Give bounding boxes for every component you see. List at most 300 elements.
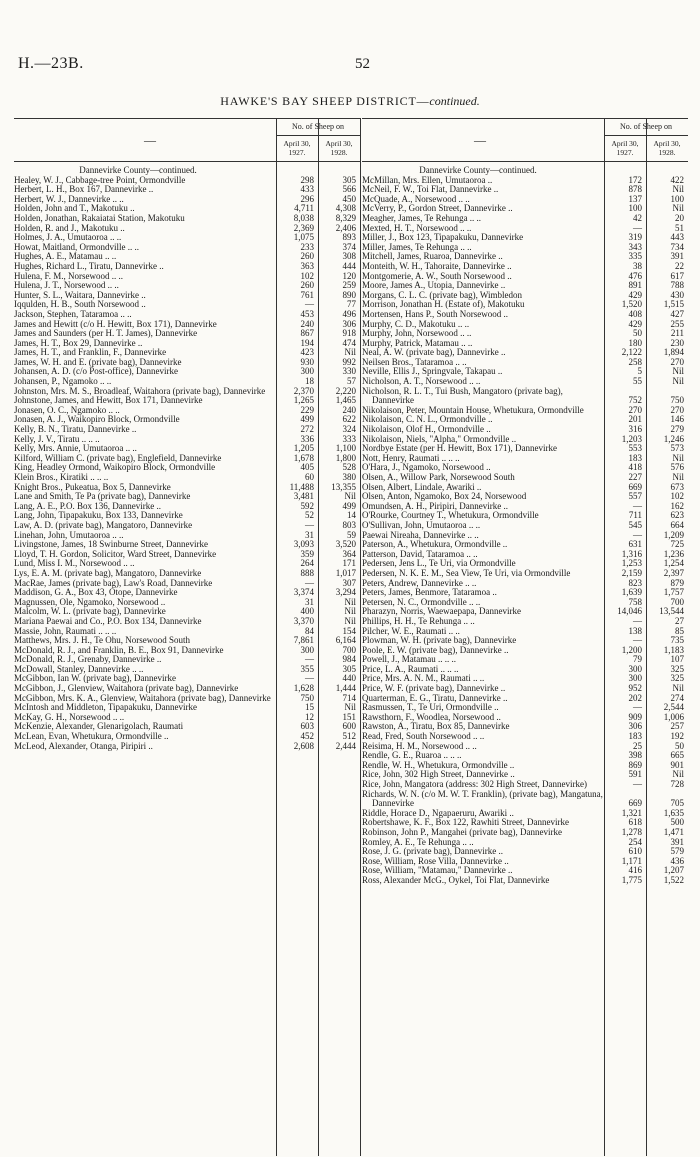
owner-name: McNeil, F. W., Toi Flat, Dannevirke .. <box>362 184 499 195</box>
sheep-1928: 576 <box>670 462 684 473</box>
sheep-1928: 1,006 <box>663 711 684 722</box>
sheep-1927: 38 <box>633 260 642 271</box>
owner-name: Johansen, A. D. (c/o Post-office), Dannevirke <box>14 366 179 377</box>
sheep-1927: 180 <box>628 337 642 348</box>
sheep-1928: 171 <box>342 558 356 569</box>
sheep-1928: 1,209 <box>663 529 684 540</box>
sheep-1927: 50 <box>633 328 642 339</box>
sheep-1927: 499 <box>300 414 314 425</box>
owner-name: James, H. T., and Franklin, F., Dannevirke <box>14 347 167 358</box>
sheep-1927: 416 <box>628 865 642 876</box>
sheep-1928: 120 <box>342 270 356 281</box>
owner-name: Price, Mrs. A. N. M., Raumati .. .. <box>362 673 485 684</box>
county-subheading <box>14 164 360 176</box>
owner-name: Rose, J. G. (private bag), Dannevirke .. <box>362 846 503 857</box>
sheep-1928: 879 <box>670 577 684 588</box>
sheep-1928: 450 <box>342 193 356 204</box>
owner-name: Mortensen, Hans P., South Norsewood .. <box>362 308 508 319</box>
sheep-1927: 1,639 <box>621 587 642 598</box>
owner-name: Iqqulden, H. B., South Norsewood .. <box>14 299 146 310</box>
owner-name: Rasmussen, T., Te Uri, Ormondville .. <box>362 702 499 713</box>
sheep-1928: 444 <box>342 260 356 271</box>
sheep-1927: 60 <box>305 472 314 482</box>
owner-name: Healey, W. J., Cabbage-tree Point, Ormondville <box>14 174 186 185</box>
sheep-1928: 100 <box>670 193 684 204</box>
owner-name: Nikolaison, Niels, "Alpha," Ormondville .. <box>362 433 517 444</box>
sheep-1927: 102 <box>300 270 314 281</box>
owner-name: Mariana Paewai and Co., P.O. Box 134, Dannevirke <box>14 615 202 626</box>
sheep-1927: 260 <box>300 280 314 291</box>
left-table-header <box>14 118 360 162</box>
sheep-1927: 55 <box>633 376 642 387</box>
sheep-1928: 59 <box>347 529 356 540</box>
page-title <box>0 94 700 109</box>
owner-name: Ross, Alexander McG., Oykel, Toi Flat, Dannevirke <box>362 874 550 885</box>
sheep-1927: 233 <box>300 241 314 252</box>
owner-name: Linehan, John, Umutaoroa .. .. <box>14 529 124 540</box>
sheep-1927: 4,711 <box>294 203 314 214</box>
sheep-1928: 427 <box>670 308 684 319</box>
sheep-1928: 728 <box>670 779 684 789</box>
sheep-1927: 400 <box>300 606 314 617</box>
sheep-1927: — <box>305 654 314 665</box>
owner-name: Murphy, Patrick, Matamau .. .. <box>362 337 473 348</box>
sheep-1928: 270 <box>670 356 684 367</box>
sheep-count-header: No. of Sheep on <box>276 122 360 136</box>
owner-name: Kelly, B. N., Tiratu, Dannevirke .. <box>14 424 137 435</box>
sheep-1927: 761 <box>300 289 314 300</box>
sheep-1928: 673 <box>670 481 684 492</box>
owner-name: O'Hara, J., Ngamoko, Norsewood .. <box>362 462 491 473</box>
sheep-1928: 1,246 <box>663 433 684 444</box>
sheep-1928: 374 <box>342 241 356 252</box>
sheep-1928: 151 <box>342 711 356 722</box>
owner-name: Johnstone, James, and Hewitt, Box 171, Dannevirke <box>14 395 203 406</box>
owner-name: Holden, John and T., Makotuku .. <box>14 203 135 214</box>
owner-name: Lloyd, T. H. Gordon, Solicitor, Ward Street, Dannevirke <box>14 548 217 559</box>
owner-name: Neville, Ellis J., Springvale, Takapau .. <box>362 366 503 377</box>
sheep-1928: 305 <box>342 174 356 185</box>
sheep-1927: 296 <box>300 193 314 204</box>
owner-name: Kelly, J. V., Tiratu .. .. .. <box>14 433 100 444</box>
sheep-1927: — <box>633 635 642 646</box>
owner-name: Hughes, Richard L., Tiratu, Dannevirke .. <box>14 260 164 271</box>
sheep-1928: 364 <box>342 548 356 559</box>
sheep-1928: 13,544 <box>659 606 684 617</box>
sheep-1927: 752 <box>628 395 642 406</box>
sheep-1928: 6,164 <box>335 635 356 646</box>
owner-name: Powell, J., Matamau .. .. .. <box>362 654 456 665</box>
sheep-1927: 1,171 <box>621 855 642 866</box>
sheep-1928: 474 <box>342 337 356 348</box>
sheep-1928: 1,017 <box>335 567 356 578</box>
owner-name: O'Rourke, Courtney T., Whetukura, Ormondville <box>362 510 539 521</box>
sheep-1927: 264 <box>300 558 314 569</box>
sheep-1928: 700 <box>342 644 356 655</box>
sheep-1928: 3,520 <box>335 539 356 550</box>
owner-name: Knight Bros., Pukeatua, Box 5, Dannevirke <box>14 481 171 492</box>
sheep-1928: Nil <box>672 366 684 377</box>
sheep-1928: 307 <box>342 577 356 588</box>
sheep-1928: 1,635 <box>663 807 684 818</box>
sheep-1928: 211 <box>670 328 684 339</box>
sheep-1928: 50 <box>675 740 684 751</box>
right-table-header <box>362 118 688 162</box>
sheep-1928: 57 <box>347 376 356 387</box>
sheep-1928: 333 <box>342 433 356 444</box>
sheep-1928: 330 <box>342 366 356 377</box>
page-number: 52 <box>355 56 370 72</box>
sheep-1928: 230 <box>670 337 684 348</box>
sheep-1928: 1,465 <box>335 395 356 406</box>
sheep-1928: 1,100 <box>335 443 356 454</box>
owner-name: Matthews, Mrs. J. H., Te Ohu, Norsewood South <box>14 635 190 646</box>
sheep-1927: 258 <box>628 356 642 367</box>
sheep-1927: 3,481 <box>293 491 314 502</box>
sheep-1928: 325 <box>670 673 684 684</box>
sheep-1927: 42 <box>633 212 642 223</box>
sheep-1927: 2,369 <box>293 222 314 233</box>
owner-name: Richards, W. N. (c/o M. W. T. Franklin), (private bag), Mangatuna, Dannevirke <box>362 788 603 809</box>
sheep-1927: 3,093 <box>293 539 314 550</box>
sheep-1927: 5 <box>637 366 642 377</box>
sheep-1928: 528 <box>342 462 356 473</box>
owner-name: Rawston, A., Tiratu, Box 85, Dannevirke <box>362 721 510 732</box>
sheep-1928: 617 <box>670 270 684 281</box>
sheep-1928: 890 <box>342 289 356 300</box>
sheep-1928: 1,894 <box>663 347 684 358</box>
sheep-1928: 1,254 <box>663 558 684 569</box>
sheep-1927: 1,678 <box>293 452 314 463</box>
sheep-1928: 192 <box>670 731 684 742</box>
owner-name: Murphy, C. D., Makotuku .. .. <box>362 318 470 329</box>
sheep-1928: 259 <box>342 280 356 291</box>
sheep-1927: — <box>305 673 314 684</box>
sheep-1927: 452 <box>300 731 314 742</box>
sheep-1928: Nil <box>344 347 356 358</box>
owner-name: Moore, James A., Utopia, Dannevirke .. <box>362 280 506 291</box>
owner-name: Pedersen, Jens L., Te Uri, via Ormondville <box>362 558 516 569</box>
owner-name: Rendle, G. E., Ruaroa .. .. .. <box>362 750 462 761</box>
sheep-1927: 930 <box>300 356 314 367</box>
name-column-header: — <box>474 133 486 147</box>
sheep-1928: Nil <box>344 606 356 617</box>
owner-name: Holmes, J. A., Umutaoroa .. .. <box>14 232 122 243</box>
sheep-1927: 272 <box>300 424 314 435</box>
sheep-1928: 107 <box>670 654 684 665</box>
owner-name: Montgomerie, A. W., South Norsewood .. <box>362 270 512 281</box>
sheep-1927: 355 <box>300 663 314 674</box>
owner-name: James and Saunders (per H. T. James), Dannevirke <box>14 328 198 339</box>
year-1928-header: April 30, 1928. <box>653 139 681 157</box>
owner-name: Johnston, Mrs. M. S., Broadleaf, Waitahora (private bag), Dannevirke <box>14 385 266 396</box>
year-1927-header: April 30, 1927. <box>283 139 311 157</box>
sheep-1928: 1,236 <box>663 548 684 559</box>
owner-name: O'Sullivan, John, Umutaoroa .. .. <box>362 519 481 530</box>
owner-name: McDonald, R. J., and Franklin, B. E., Box 91, Dannevirke <box>14 644 224 655</box>
sheep-1928: 380 <box>342 472 356 482</box>
sheep-1928: 8,329 <box>335 212 356 223</box>
sheep-1928: 306 <box>342 318 356 329</box>
owner-name: McMillan, Mrs. Ellen, Umutaoroa .. <box>362 174 493 185</box>
sheep-1927: 18 <box>305 376 314 387</box>
owner-name: Herbert, L. H., Box 167, Dannevirke .. <box>14 184 154 195</box>
owner-name: Hulena, J. T., Norsewood .. .. <box>14 280 119 291</box>
table-row <box>14 742 360 752</box>
sheep-1927: 758 <box>628 596 642 607</box>
sheep-1928: 255 <box>670 318 684 329</box>
owner-name: MacRae, James (private bag), Law's Road, Dannevirke <box>14 577 213 588</box>
owner-name: Nikolaison, Olof H., Ormondville .. <box>362 424 491 435</box>
sheep-1928: Nil <box>344 615 356 626</box>
sheep-1927: 631 <box>628 539 642 550</box>
sheep-1927: — <box>633 779 642 789</box>
sheep-1928: 14 <box>347 510 356 521</box>
owner-name: Mitchell, James, Ruaroa, Dannevirke .. <box>362 251 503 262</box>
sheep-1928: 391 <box>670 836 684 847</box>
sheep-1928: 77 <box>347 299 356 310</box>
owner-name: Riddle, Horace D., Ngapaeruru, Awariki .. <box>362 807 514 818</box>
sheep-1927: 1,205 <box>293 443 314 454</box>
sheep-1928: 270 <box>670 404 684 415</box>
owner-name: James, H. T., Box 29, Dannevirke .. <box>14 337 143 348</box>
owner-name: Nordbye Estate (per H. Hewitt, Box 171), Dannevirke <box>362 443 557 454</box>
owner-name: McDowall, Stanley, Dannevirke .. .. <box>14 663 144 674</box>
sheep-1927: 343 <box>628 241 642 252</box>
sheep-1927: — <box>633 615 642 626</box>
sheep-1927: 359 <box>300 548 314 559</box>
sheep-1927: 31 <box>305 596 314 607</box>
sheep-1927: 79 <box>633 654 642 665</box>
sheep-1928: 443 <box>670 232 684 243</box>
right-table <box>362 118 688 1156</box>
sheep-1927: 592 <box>300 500 314 511</box>
sheep-1927: 405 <box>300 462 314 473</box>
owner-name: Robinson, John P., Mangahei (private bag), Dannevirke <box>362 826 562 837</box>
owner-name: Lang, John, Tipapakuku, Box 133, Dannevirke <box>14 510 183 521</box>
name-column-header: — <box>144 133 156 147</box>
sheep-1927: 298 <box>300 174 314 185</box>
sheep-1927: 240 <box>300 318 314 329</box>
sheep-1927: 270 <box>628 404 642 415</box>
sheep-1927: — <box>305 299 314 310</box>
sheep-1927: 1,520 <box>621 299 642 310</box>
owner-name: Lys, E. A. M. (private bag), Mangatoro, Dannevirke <box>14 567 202 578</box>
owner-name: Massie, John, Raumati .. .. .. <box>14 625 117 636</box>
owner-name: McGibbon, J., Glenview, Waitahora (private bag), Dannevirke <box>14 683 239 694</box>
sheep-1927: 300 <box>628 673 642 684</box>
sheep-1927: — <box>633 500 642 511</box>
sheep-1928: 566 <box>342 184 356 195</box>
sheep-1927: 1,203 <box>621 433 642 444</box>
sheep-1927: 711 <box>628 510 642 521</box>
owner-name: Neal, A. W. (private bag), Dannevirke .. <box>362 347 506 358</box>
sheep-1927: — <box>633 529 642 540</box>
owner-name: Livingstone, James, 18 Swinburne Street, Dannevirke <box>14 539 208 550</box>
sheep-1927: 423 <box>300 347 314 358</box>
sheep-1927: 138 <box>628 625 642 636</box>
owner-name: King, Headley Ormond, Waikopiro Block, Ormondville <box>14 462 216 473</box>
owner-name: Lane and Smith, Te Pa (private bag), Dannevirke <box>14 491 191 502</box>
sheep-1927: 300 <box>628 663 642 674</box>
sheep-1927: 84 <box>305 625 314 636</box>
sheep-1928: 1,757 <box>663 587 684 598</box>
sheep-1928: Nil <box>672 184 684 195</box>
owner-name: Jonasen, A. J., Waikopiro Block, Ormondville <box>14 414 180 425</box>
owner-name: Hunter, S. L., Waitara, Dannevirke .. <box>14 289 146 300</box>
sheep-1928: 918 <box>342 328 356 339</box>
owner-name: Quarterman, E. G., Tiratu, Dannevirke .. <box>362 692 508 703</box>
sheep-1927: — <box>305 519 314 530</box>
sheep-1928: 324 <box>342 424 356 435</box>
sheep-1927: 618 <box>628 817 642 828</box>
sheep-1927: 453 <box>300 308 314 319</box>
sheep-1928: 2,444 <box>335 740 356 751</box>
owner-name: Nott, Henry, Raumati .. .. .. <box>362 452 460 463</box>
table-row <box>362 790 688 809</box>
owner-name: Peters, Andrew, Dannevirke .. .. <box>362 577 477 588</box>
sheep-1927: 11,488 <box>289 481 314 492</box>
sheep-1928: 27 <box>675 615 684 626</box>
sheep-1927: 300 <box>300 644 314 655</box>
sheep-1927: 202 <box>628 692 642 703</box>
sheep-1928: 665 <box>670 750 684 761</box>
sheep-1927: 610 <box>628 846 642 857</box>
sheep-1928: 2,397 <box>663 567 684 578</box>
sheep-1927: 2,370 <box>293 385 314 396</box>
sheep-1927: 545 <box>628 519 642 530</box>
sheep-1928: 2,544 <box>663 702 684 713</box>
sheep-1927: 14,046 <box>617 606 642 617</box>
owner-name: James, W. H. and E. (private bag), Dannevirke <box>14 356 182 367</box>
sheep-1927: 12 <box>305 711 314 722</box>
sheep-1927: 669 <box>628 798 642 809</box>
sheep-1928: 279 <box>670 424 684 435</box>
sheep-1927: 335 <box>628 251 642 262</box>
owner-name: Paterson, A., Whetukura, Ormondville .. <box>362 539 508 550</box>
sheep-1928: 750 <box>670 395 684 406</box>
sheep-1928: 734 <box>670 241 684 252</box>
sheep-1928: 1,800 <box>335 452 356 463</box>
sheep-1927: 227 <box>628 472 642 482</box>
sheep-1927: 408 <box>628 308 642 319</box>
owner-name: McKay, G. H., Norsewood .. .. <box>14 711 125 722</box>
sheep-1928: 725 <box>670 539 684 550</box>
sheep-1927: 603 <box>300 721 314 732</box>
table-row <box>362 387 688 406</box>
sheep-1928: 102 <box>670 491 684 502</box>
sheep-1927: — <box>633 222 642 233</box>
owner-name: Miller, J., Box 123, Tipapakuku, Dannevirke <box>362 232 524 243</box>
sheep-1927: 1,628 <box>293 683 314 694</box>
sheep-1927: 172 <box>628 174 642 185</box>
owner-name: McLeod, Alexander, Otanga, Piripiri .. <box>14 740 153 751</box>
sheep-1927: 363 <box>300 260 314 271</box>
sheep-1927: 750 <box>300 692 314 703</box>
sheep-1927: 229 <box>300 404 314 415</box>
sheep-1928: 984 <box>342 654 356 665</box>
sheep-1928: 664 <box>670 519 684 530</box>
sheep-1928: 154 <box>342 625 356 636</box>
sheep-1928: 85 <box>675 625 684 636</box>
sheep-1928: 2,406 <box>335 222 356 233</box>
sheep-1927: 7,861 <box>293 635 314 646</box>
owner-name: McGibbon, Mrs. K. A., Glenview, Waitahora (private bag), Dannevirke <box>14 692 271 703</box>
owner-name: Malcolm, W. L. (private bag), Dannevirke <box>14 606 166 617</box>
owner-name: Morrison, Jonathan H. (Estate of), Makotuku <box>362 299 525 310</box>
owner-name: Neilsen Bros., Tataramoa .. .. <box>362 356 467 367</box>
sheep-1927: 336 <box>300 433 314 444</box>
owner-name: Romley, A. E., Te Rehunga .. .. <box>362 836 474 847</box>
owner-name: Nikolaison, Peter, Mountain House, Whetukura, Ormondville <box>362 404 584 415</box>
sheep-1928: 4,308 <box>335 203 356 214</box>
sheep-1927: 418 <box>628 462 642 473</box>
sheep-1928: Nil <box>344 491 356 502</box>
owner-name: Omundsen, A. H., Piripiri, Dannevirke .. <box>362 500 508 511</box>
owner-name: Maddison, G. A., Box 43, Otope, Dannevirke <box>14 587 178 598</box>
sheep-1927: 909 <box>628 711 642 722</box>
sheep-1927: 183 <box>628 731 642 742</box>
owner-name: McGibbon, Ian W. (private bag), Dannevirke <box>14 673 176 684</box>
owner-name: Hulena, F. M., Norsewood .. .. <box>14 270 124 281</box>
sheep-1928: 325 <box>670 663 684 674</box>
sheep-1927: 1,075 <box>293 232 314 243</box>
sheep-1927: 1,321 <box>621 807 642 818</box>
sheep-1928: 430 <box>670 289 684 300</box>
owner-name: Mexted, H. T., Norsewood .. .. <box>362 222 472 233</box>
sheep-1927: 100 <box>628 203 642 214</box>
owner-name: Jonasen, O. C., Ngamoko .. .. <box>14 404 120 415</box>
sheep-1928: Nil <box>672 452 684 463</box>
sheep-1928: 162 <box>670 500 684 511</box>
owner-name: Holden, R. and J., Makotuku .. <box>14 222 125 233</box>
owner-name: Rawsthorn, F., Woodlea, Norsewood .. <box>362 711 501 722</box>
sheep-1927: 15 <box>305 702 314 713</box>
sheep-1928: 623 <box>670 510 684 521</box>
sheep-1928: 3,294 <box>335 587 356 598</box>
owner-name: Morgans, C. L. C. (private bag), Wimbledon <box>362 289 523 300</box>
sheep-1928: 500 <box>670 817 684 828</box>
sheep-1927: 25 <box>633 740 642 751</box>
sheep-1927: 669 <box>628 481 642 492</box>
owner-name: Howat, Maitland, Ormondville .. .. <box>14 241 139 252</box>
owner-name: Meagher, James, Te Rehunga .. .. <box>362 212 482 223</box>
sheep-1927: 867 <box>300 328 314 339</box>
sheep-1927: 878 <box>628 184 642 195</box>
sheep-1928: 622 <box>342 414 356 425</box>
sheep-1928: 579 <box>670 846 684 857</box>
owner-name: Lund, Miss I. M., Norsewood .. .. <box>14 558 135 569</box>
sheep-1928: 700 <box>670 596 684 607</box>
sheep-1928: 436 <box>670 855 684 866</box>
owner-name: Olsen, Albert, Lindale, Awariki .. <box>362 481 482 492</box>
sheep-1927: 1,265 <box>293 395 314 406</box>
title-main: HAWKE'S BAY SHEEP DISTRICT— <box>220 94 430 108</box>
sheep-1927: 31 <box>305 529 314 540</box>
sheep-1928: 512 <box>342 731 356 742</box>
sheep-1927: 1,253 <box>621 558 642 569</box>
sheep-1927: 3,370 <box>293 615 314 626</box>
sheep-1928: 901 <box>670 759 684 770</box>
sheep-1928: 1,183 <box>663 644 684 655</box>
sheep-1927: 8,038 <box>293 212 314 223</box>
year-1928-header: April 30, 1928. <box>325 139 353 157</box>
owner-name: Kelly, Mrs. Annie, Umutaoroa .. .. <box>14 443 137 454</box>
sheep-1928: Nil <box>672 203 684 214</box>
sheep-1928: Nil <box>672 769 684 780</box>
sheep-1928: 1,515 <box>663 299 684 310</box>
year-1927-header: April 30, 1927. <box>611 139 639 157</box>
